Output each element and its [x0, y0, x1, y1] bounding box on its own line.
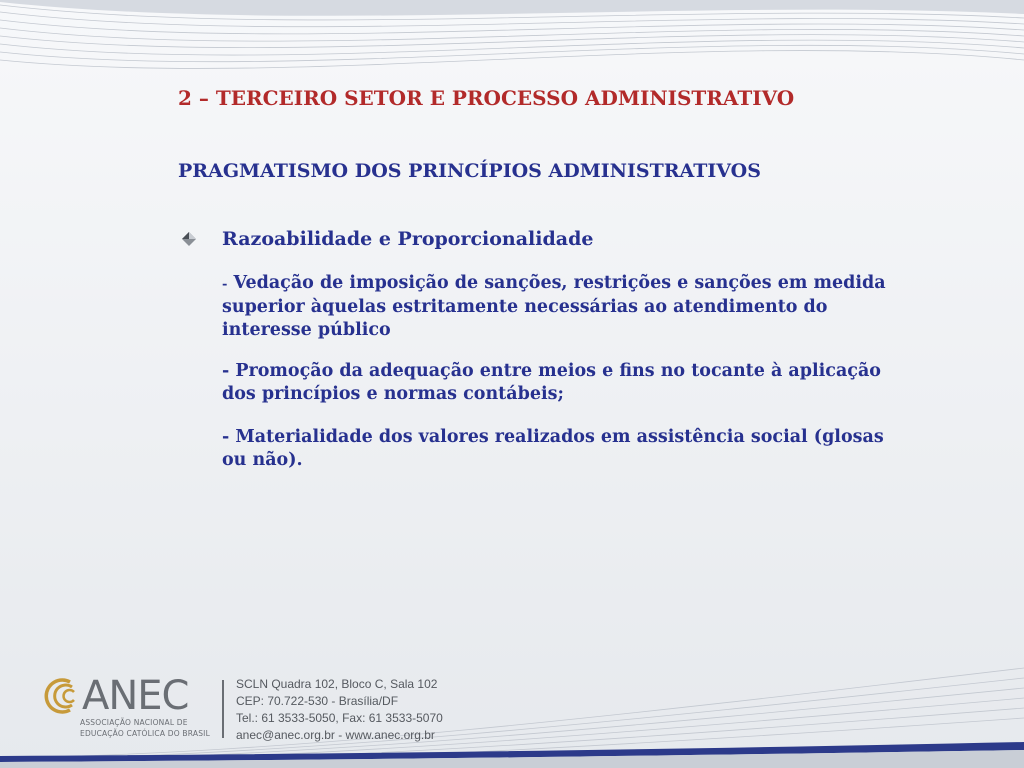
phone-line: Tel.: 61 3533-5050, Fax: 61 3533-5070: [235, 711, 443, 725]
diamond-bullet-icon: [182, 232, 196, 246]
bullet-heading: Razoabilidade e Proporcionalidade: [222, 228, 594, 250]
paragraph-1-dash: -: [222, 277, 228, 292]
slide-subtitle: PRAGMATISMO DOS PRINCÍPIOS ADMINISTRATIVOS: [178, 160, 761, 182]
footer: [40, 673, 443, 746]
paragraph-2: [222, 360, 912, 406]
anec-logo: [40, 673, 210, 738]
web-line: anec@anec.org.br - www.anec.org.br: [235, 728, 435, 742]
slide-title: 2 – TERCEIRO SETOR E PROCESSO ADMINISTRATIVO: [178, 86, 795, 110]
paragraph-2-text: - Promoção da adequação entre meios e fins no tocante à aplicação dos princípios e normas contábeis;: [222, 361, 881, 404]
anec-logo-mark-icon: [40, 676, 80, 716]
paragraph-3: [222, 426, 912, 472]
address-line-1: SCLN Quadra 102, Bloco C, Sala 102: [235, 677, 438, 691]
paragraph-1: [222, 272, 912, 342]
address-line-2: CEP: 70.722-530 - Brasília/DF: [235, 694, 399, 708]
paragraph-3-text: - Materialidade dos valores realizados em assistência social (glosas ou não).: [222, 427, 884, 470]
contact-info: [236, 676, 443, 744]
footer-divider: [222, 680, 224, 738]
anec-logo-subtitle-2: EDUCAÇÃO CATÓLICA DO BRASIL: [80, 729, 210, 738]
anec-logo-subtitle-1: ASSOCIAÇÃO NACIONAL DE: [80, 718, 188, 727]
anec-logo-text: ANEC: [82, 673, 189, 719]
bullet-item: [182, 228, 593, 250]
paragraph-1-text: Vedação de imposição de sanções, restrições e sanções em medida superior àquelas estritamente necessárias ao atendimento do interesse público: [222, 273, 886, 340]
